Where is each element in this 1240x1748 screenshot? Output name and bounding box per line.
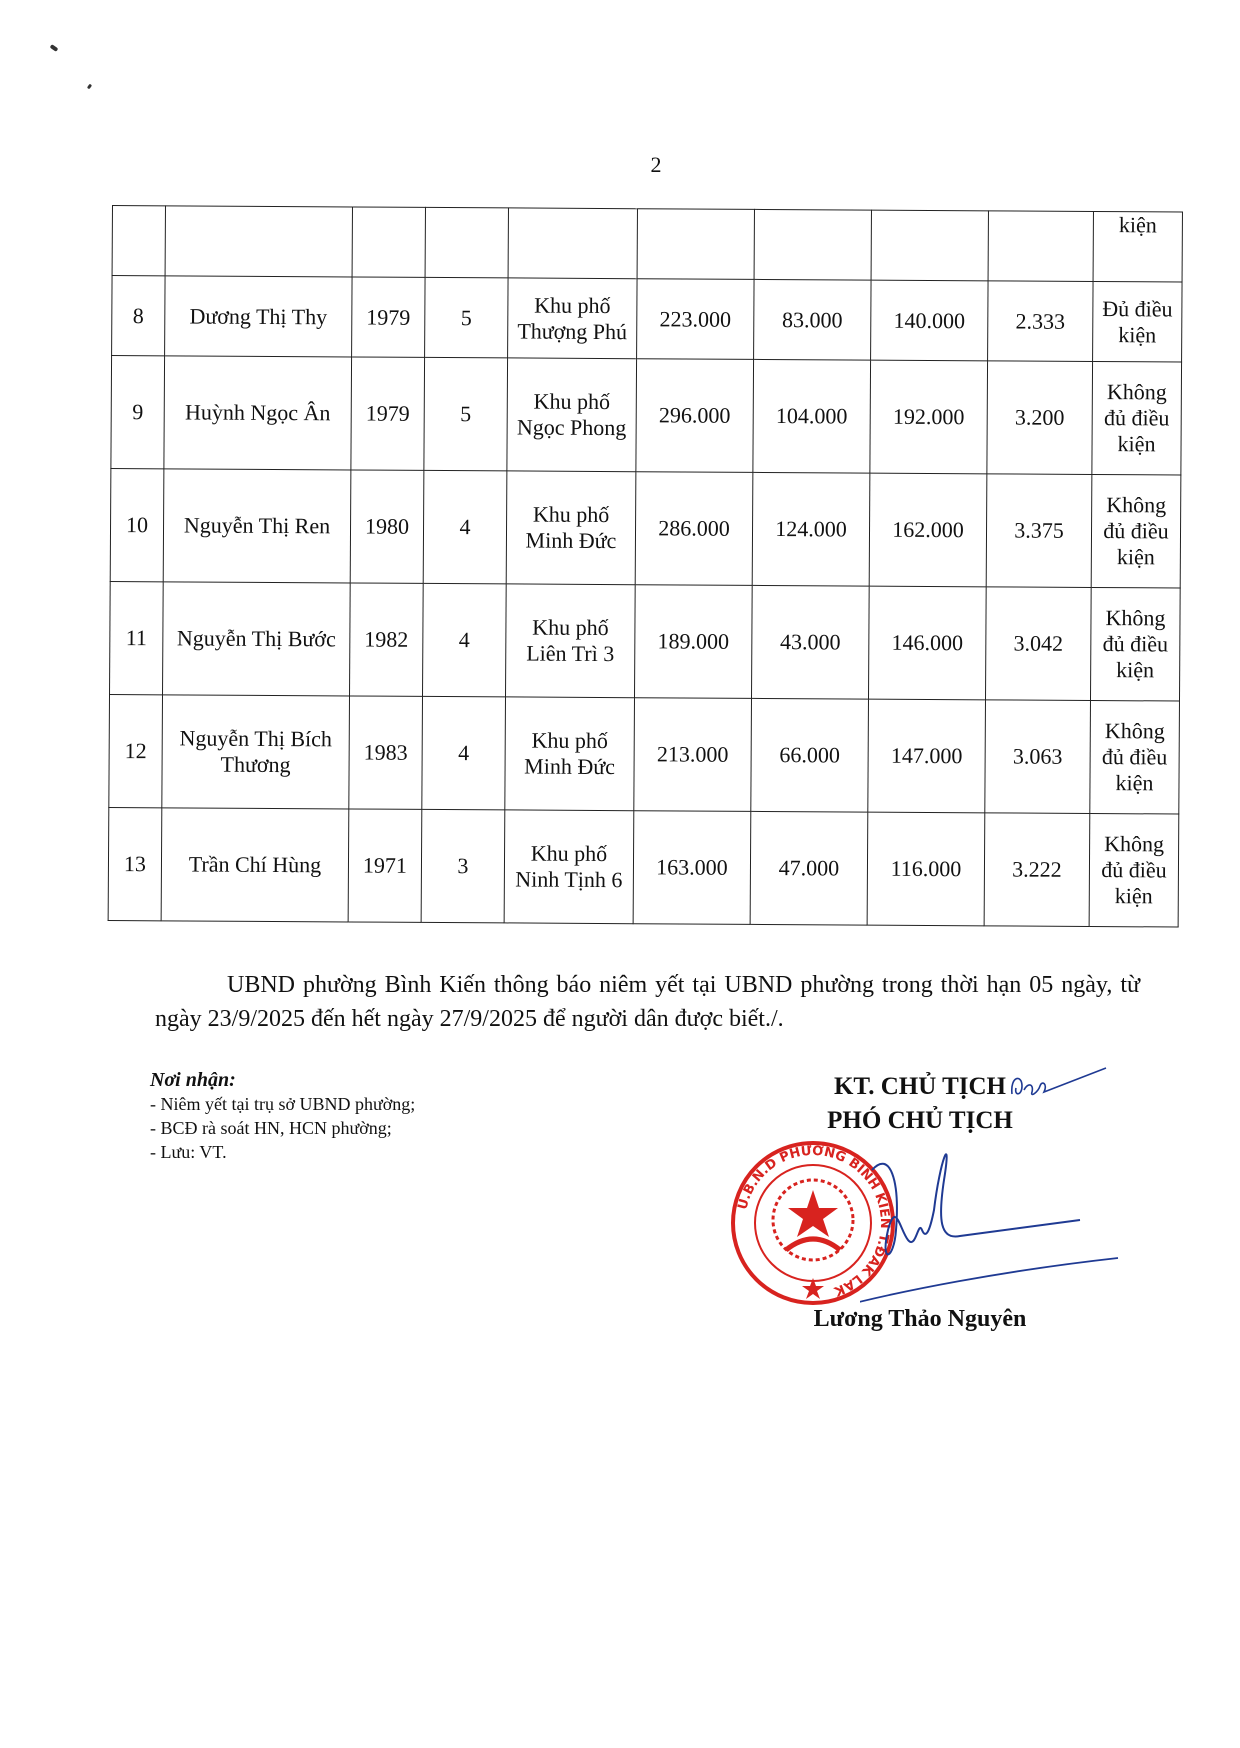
- area-cell: Khu phố Minh Đức: [506, 471, 636, 585]
- stt-cell: 11: [110, 581, 164, 694]
- members-cell: 4: [422, 696, 506, 810]
- birth-year-cell: 1983: [349, 696, 423, 809]
- birth-year-cell: 1979: [351, 357, 425, 470]
- per-capita-cell: 3.042: [985, 587, 1091, 701]
- household-table: [108, 205, 1183, 928]
- notice-paragraph: [155, 968, 1140, 1036]
- name-cell: Huỳnh Ngọc Ân: [164, 356, 352, 470]
- area-cell: Khu phố Ngọc Phong: [507, 358, 637, 472]
- stt-cell: 8: [112, 276, 165, 356]
- remaining-cell: 162.000: [869, 473, 987, 587]
- expenses-cell: 124.000: [752, 472, 870, 586]
- total-income-cell: 189.000: [635, 585, 753, 699]
- signer-authority: KT. CHỦ TỊCH: [833, 1073, 1007, 1100]
- status-cell: Không đủ điều kiện: [1090, 700, 1180, 814]
- status-cell: Đủ điều kiện: [1093, 281, 1182, 362]
- table-row: [112, 276, 1182, 363]
- per-capita-cell: 3.375: [986, 474, 1092, 588]
- remaining-cell: 146.000: [868, 586, 986, 700]
- area-cell: Khu phố Thượng Phú: [508, 278, 637, 359]
- status-cell: kiện: [1093, 211, 1182, 282]
- per-capita-cell: 2.333: [988, 281, 1093, 362]
- table-row: [110, 581, 1181, 701]
- signer-name: Lương Thảo Nguyên: [813, 1306, 1027, 1332]
- remaining-cell: 192.000: [870, 360, 988, 474]
- stt-cell: 13: [108, 807, 162, 920]
- stt-cell: 10: [110, 468, 164, 581]
- scan-speck: [87, 84, 92, 90]
- page-number: 2: [650, 152, 662, 177]
- stt-cell: 12: [109, 694, 163, 807]
- total-income-cell: 223.000: [637, 279, 754, 360]
- status-cell: Không đủ điều kiện: [1092, 361, 1182, 475]
- area-cell: Khu phố Liên Trì 3: [506, 584, 636, 698]
- expenses-cell: 66.000: [751, 698, 869, 812]
- members-cell: 5: [425, 277, 508, 358]
- status-cell: Không đủ điều kiện: [1090, 587, 1180, 701]
- per-capita-cell: 3.063: [985, 700, 1091, 814]
- members-cell: 3: [421, 809, 505, 923]
- name-cell: Nguyễn Thị Bích Thương: [162, 695, 350, 809]
- total-income-cell: 296.000: [636, 359, 754, 473]
- status-cell: Không đủ điều kiện: [1089, 813, 1179, 927]
- notice-text: UBND phường Bình Kiến thông báo niêm yết tại UBND phường trong thời hạn 05 ngày, từ ngày 23/9/2025 đến hết ngày 27/9/2025 để người dân được biết./.: [155, 972, 1140, 1032]
- expenses-cell: 43.000: [751, 585, 869, 699]
- per-capita-cell: 3.222: [984, 813, 1090, 927]
- table-row-continued: [112, 206, 1182, 283]
- recipient-item: - Niêm yết tại trụ sở UBND phường;: [150, 1094, 416, 1114]
- expenses-cell: 47.000: [750, 811, 868, 925]
- name-cell: Dương Thị Thy: [165, 276, 352, 357]
- total-income-cell: 286.000: [635, 472, 753, 586]
- area-cell: Khu phố Ninh Tịnh 6: [504, 810, 634, 924]
- remaining-cell: 140.000: [871, 280, 988, 361]
- stt-cell: 9: [111, 356, 165, 469]
- table-row: [109, 694, 1180, 814]
- members-cell: 4: [423, 470, 507, 584]
- expenses-cell: 83.000: [754, 279, 871, 360]
- birth-year-cell: 1971: [348, 809, 422, 922]
- table-row: [110, 468, 1181, 588]
- total-income-cell: 213.000: [634, 698, 752, 812]
- seal-text: U.B.N.D PHƯỜNG BÌNH KIẾN T.ĐẮK LẮK: [735, 1143, 893, 1299]
- signer-position: PHÓ CHỦ TỊCH: [827, 1107, 1013, 1134]
- total-income-cell: 163.000: [633, 811, 751, 925]
- recipients-block: [150, 1068, 415, 1164]
- recipient-item: - BCĐ rà soát HN, HCN phường;: [150, 1118, 392, 1138]
- name-cell: Nguyễn Thị Ren: [163, 469, 351, 583]
- recipient-item: - Lưu: VT.: [150, 1142, 227, 1162]
- birth-year-cell: 1980: [350, 470, 424, 583]
- expenses-cell: 104.000: [753, 359, 871, 473]
- scan-speck: [50, 44, 59, 52]
- birth-year-cell: 1979: [352, 277, 425, 357]
- members-cell: 4: [423, 583, 507, 697]
- per-capita-cell: 3.200: [987, 361, 1093, 475]
- status-cell: Không đủ điều kiện: [1091, 474, 1181, 588]
- name-cell: Nguyễn Thị Bước: [163, 582, 351, 696]
- handwritten-signature: [860, 1090, 1120, 1320]
- name-cell: Trần Chí Hùng: [161, 808, 349, 922]
- members-cell: 5: [424, 357, 508, 471]
- remaining-cell: 116.000: [867, 812, 985, 926]
- birth-year-cell: 1982: [350, 583, 424, 696]
- remaining-cell: 147.000: [868, 699, 986, 813]
- recipients-title: Nơi nhận:: [150, 1069, 236, 1091]
- table-row: [111, 356, 1182, 476]
- table-row: [108, 807, 1179, 927]
- area-cell: Khu phố Minh Đức: [505, 697, 635, 811]
